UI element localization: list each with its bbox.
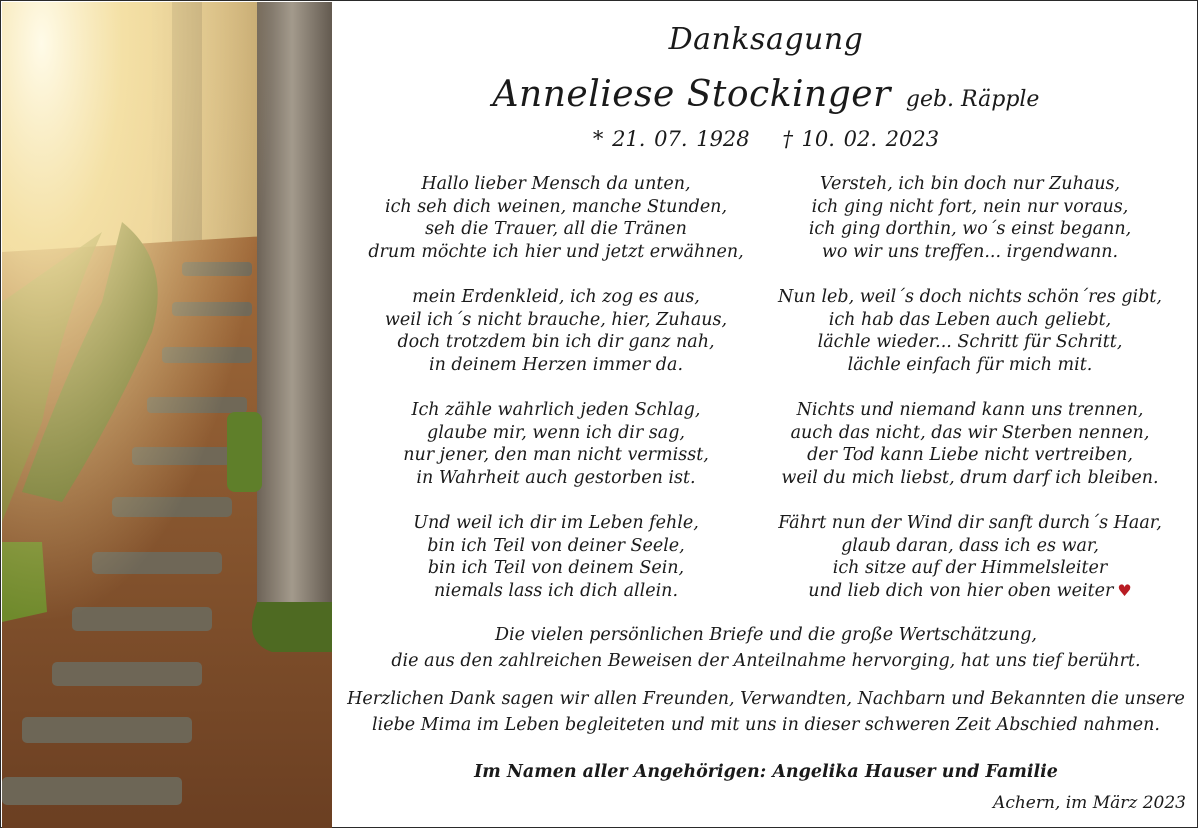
poem-stanza <box>770 399 1170 489</box>
poem-column-right <box>770 173 1170 625</box>
death-date: † 10. 02. 2023 <box>782 127 940 151</box>
poem-line: glaub daran, dass ich es war, <box>841 535 1099 556</box>
poem-line: ich ging dorthin, wo´s einst begann, <box>808 219 1132 240</box>
poem-line: bin ich Teil von deiner Seele, <box>427 535 685 556</box>
forest-stairs-photo <box>2 2 332 828</box>
poem-stanza <box>770 512 1170 602</box>
poem-stanza <box>770 173 1170 263</box>
poem-column-left <box>356 173 756 625</box>
poem-line: in Wahrheit auch gestorben ist. <box>416 467 696 488</box>
maiden-name: geb. Räpple <box>905 87 1040 112</box>
poem-line: wo wir uns treffen... irgendwann. <box>821 241 1119 262</box>
poem-line-with-heart <box>770 580 1170 603</box>
thanks-line: Die vielen persönlichen Briefe und die große Wertschätzung, <box>494 625 1037 645</box>
poem-line: glaube mir, wenn ich dir sag, <box>427 422 685 443</box>
poem-stanza <box>356 286 756 376</box>
poem-line: Ich zähle wahrlich jeden Schlag, <box>411 399 701 420</box>
poem-line: ich seh dich weinen, manche Stunden, <box>384 196 728 217</box>
poem-line: ich ging nicht fort, nein nur voraus, <box>811 196 1129 217</box>
signature-line: Im Namen aller Angehörigen: Angelika Hauser und Familie <box>474 762 1058 782</box>
poem-line: seh die Trauer, all die Tränen <box>425 219 687 240</box>
life-dates <box>334 127 1198 151</box>
poem-line: ich hab das Leben auch geliebt, <box>828 309 1112 330</box>
poem-line: ich sitze auf der Himmelsleiter <box>832 558 1108 579</box>
poem-line: drum möchte ich hier und jetzt erwähnen, <box>368 241 744 262</box>
poem-line: auch das nicht, das wir Sterben nennen, <box>790 422 1150 443</box>
poem-line: der Tod kann Liebe nicht vertreiben, <box>807 445 1133 466</box>
thanks-line: liebe Mima im Leben begleiteten und mit uns in dieser schweren Zeit Abschied nahmen. <box>372 715 1160 735</box>
page-title: Danksagung <box>668 22 864 57</box>
poem-line: niemals lass ich dich allein. <box>433 580 679 601</box>
poem-stanza <box>770 286 1170 376</box>
poem-line: Und weil ich dir im Leben fehle, <box>413 512 699 533</box>
birth-date: * 21. 07. 1928 <box>592 127 750 151</box>
poem-line: Nun leb, weil´s doch nichts schön´res gibt, <box>778 286 1162 307</box>
poem-line: bin ich Teil von deinem Sein, <box>427 558 685 579</box>
poem-line: weil du mich liebst, drum darf ich bleiben. <box>781 467 1159 488</box>
poem-line: in deinem Herzen immer da. <box>428 354 684 375</box>
heart-icon: ♥ <box>1117 580 1132 600</box>
thanks-line: die aus den zahlreichen Beweisen der Anteilnahme hervorging, hat uns tief berührt. <box>391 651 1141 671</box>
deceased-name: Anneliese Stockinger <box>492 74 891 115</box>
poem-line: lächle wieder... Schritt für Schritt, <box>817 332 1123 353</box>
name-line <box>334 74 1198 115</box>
poem-stanza <box>356 399 756 489</box>
poem-line: doch trotzdem bin ich dir ganz nah, <box>397 332 715 353</box>
poem-line: Fährt nun der Wind dir sanft durch´s Haar, <box>778 512 1162 533</box>
thanks-line: Herzlichen Dank sagen wir allen Freunden, Verwandten, Nachbarn und Bekannten die unsere <box>347 689 1185 709</box>
poem-line: Versteh, ich bin doch nur Zuhaus, <box>819 174 1121 194</box>
poem-line: Hallo lieber Mensch da unten, <box>421 174 691 194</box>
thanks-paragraph-2 <box>334 686 1198 738</box>
poem-stanza <box>356 512 756 602</box>
poem-line: Nichts und niemand kann uns trennen, <box>796 399 1144 420</box>
thanks-paragraph-1 <box>334 622 1198 674</box>
text-area <box>334 0 1198 830</box>
poem-line: und lieb dich von hier oben weiter <box>808 580 1114 601</box>
poem-line: weil ich´s nicht brauche, hier, Zuhaus, <box>384 309 728 330</box>
poem-line: nur jener, den man nicht vermisst, <box>403 445 709 466</box>
place-date: Achern, im März 2023 <box>993 793 1186 813</box>
poem-line: lächle einfach für mich mit. <box>847 354 1093 375</box>
poem-line: mein Erdenkleid, ich zog es aus, <box>412 286 700 307</box>
poem-stanza <box>356 173 756 263</box>
